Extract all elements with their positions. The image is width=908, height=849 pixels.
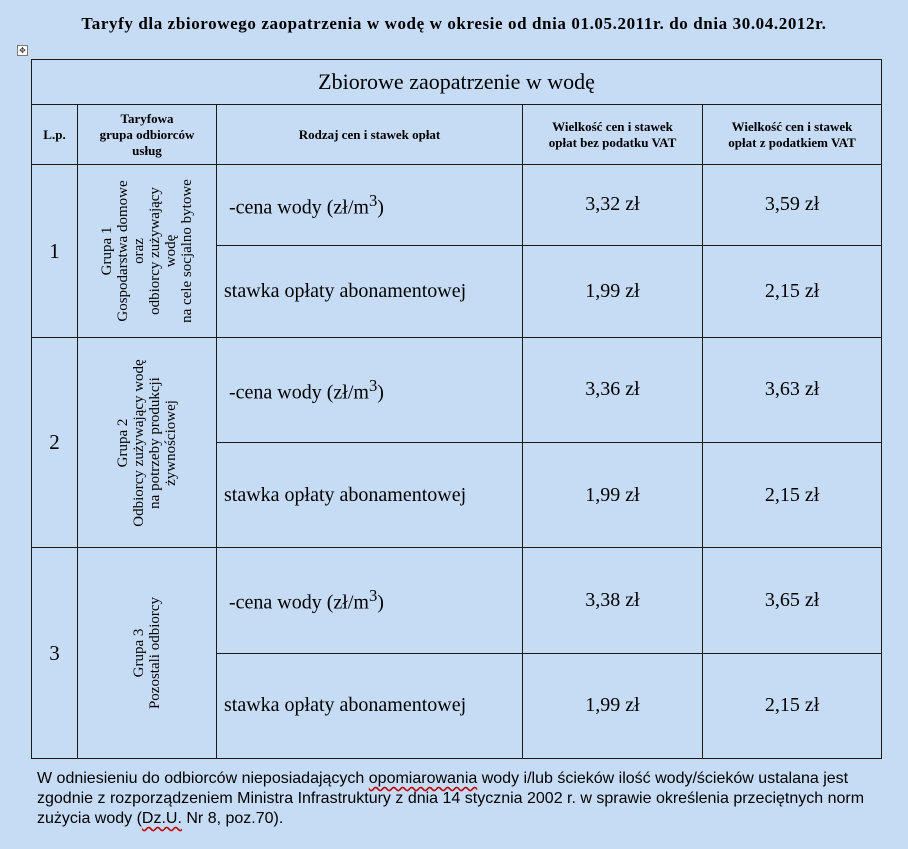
subscription-fee-label: stawka opłaty abonamentowej [217,653,523,758]
group-label-line: Grupa 3 [131,628,147,678]
group-label-line: oraz [131,238,147,264]
water-price-label: -cena wody $(zł/m^3)$ [217,165,523,245]
column-header-net [523,105,703,165]
group-3-label [131,597,163,709]
column-header-group-line: Taryfowa [120,110,174,126]
gross-price-cell: 2,15 zł [703,443,882,548]
spellcheck-underlined-word[interactable]: opomiarowania [368,770,478,787]
net-price-cell: 1,99 zł [523,653,703,758]
group-2-number: 2 [32,337,78,548]
group-1-label [99,179,195,323]
subscription-fee-label: stawka opłaty abonamentowej [217,245,523,337]
column-header-group-line: usług [132,142,162,158]
water-price-label: -cena wody $(zł/m^3)$ [217,337,523,442]
gross-price-cell: 3,65 zł [703,548,882,653]
group-3-label-cell [78,548,217,759]
group-1-label-cell [78,165,217,337]
footnote-paragraph: W odniesieniu do odbiorców nieposiadających opomiarowania wody i/lub ścieków ilość wody/ścieków ustalana jest zgodnie z rozporządzeniem Ministra Infrastruktury z dnia 14 stycznia 2002 r. w sprawie określenia przeciętnych norm zużycia wody (Dz.U. Nr 8, poz.70). [37,770,865,827]
group-2-label [115,359,179,526]
group-label-line: Odbiorcy zużywający wodę [131,358,147,527]
group-label-line: Grupa 2 [115,418,131,467]
column-header-lp: L.p. [32,105,78,165]
water-price-label: -cena wody $(zł/m^3)$ [217,548,523,653]
group-3-number: 3 [32,548,78,759]
column-header-group [78,105,217,165]
group-label-line: na cele socjalno bytowe [179,179,195,323]
column-header-net-line: Wielkość cen i stawek [552,118,673,134]
table-move-handle-icon[interactable]: ✥ [17,45,28,56]
spellcheck-underlined-word[interactable]: Dz.U. [141,810,182,827]
column-header-group-line: grupa odbiorców [99,126,195,142]
gross-price-cell: 3,63 zł [703,337,882,442]
group-2-label-cell [78,337,217,548]
subscription-fee-label: stawka opłaty abonamentowej [217,443,523,548]
net-price-cell: 3,32 zł [523,165,703,245]
column-header-gross-line: Wielkość cen i stawek [731,118,853,134]
net-price-cell: 3,36 zł [523,337,703,442]
tariff-table [31,59,882,759]
group-label-line: odbiorcy zużywający [147,187,163,315]
gross-price-cell: 3,59 zł [703,165,882,245]
table-main-header: Zbiorowe zaopatrzenie w wodę [32,60,882,105]
group-label-line: Grupa 1 [99,226,115,276]
group-1-number: 1 [32,165,78,337]
column-header-kind: Rodzaj cen i stawek opłat [217,105,523,165]
group-label-line: Gospodarstwa domowe [115,180,131,322]
group-label-line: wodę [163,234,179,268]
net-price-cell: 1,99 zł [523,245,703,337]
column-header-gross-line: opłat z podatkiem VAT [728,134,856,150]
group-label-line: żywnościowej [163,399,179,486]
column-header-gross [703,105,882,165]
group-label-line: Pozostali odbiorcy [147,597,163,710]
gross-price-cell: 2,15 zł [703,653,882,758]
net-price-cell: 1,99 zł [523,443,703,548]
group-label-line: na potrzeby produkcji [147,376,163,509]
document-title: Taryfy dla zbiorowego zaopatrzenia w wodę w okresie od dnia 01.05.2011r. do dnia 30.04.2012r. [81,14,827,33]
gross-price-cell: 2,15 zł [703,245,882,337]
column-header-net-line: opłat bez podatku VAT [548,134,677,150]
net-price-cell: 3,38 zł [523,548,703,653]
